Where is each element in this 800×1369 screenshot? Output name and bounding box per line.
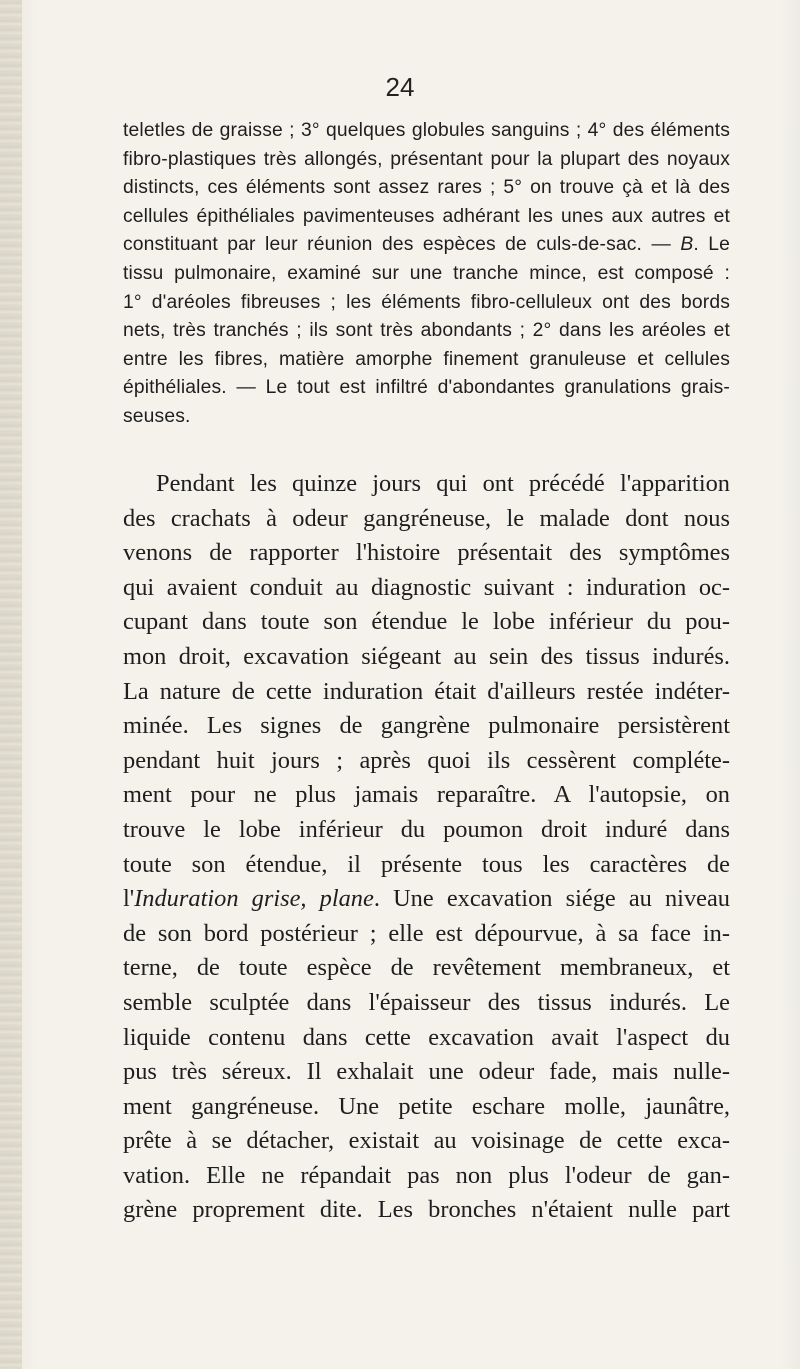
text-line — [123, 374, 730, 403]
text-line — [123, 1090, 730, 1125]
text-segment: tissu pulmonaire, examiné sur une tranche mince, est composé : — [123, 262, 730, 284]
text-segment: fibro-plastiques très allongés, présentant pour la plupart des noyaux — [123, 148, 730, 170]
text-line — [123, 848, 730, 883]
text-line — [123, 744, 730, 779]
text-line — [123, 813, 730, 848]
text-segment: constituant par leur réunion des espèces de culs-de-sac. — — [123, 234, 681, 256]
text-line — [123, 260, 730, 289]
text-line — [123, 882, 730, 917]
text-segment: cupant dans toute son étendue le lobe inférieur du pou- — [123, 608, 730, 636]
text-segment: ment gangréneuse. Une petite eschare molle, jaunâtre, — [123, 1092, 730, 1120]
text-line — [123, 605, 730, 640]
text-line — [123, 467, 730, 502]
text-line — [123, 346, 730, 375]
text-line — [123, 174, 730, 203]
text-segment: prête à se détacher, existait au voisinage de cette exca- — [123, 1127, 730, 1155]
text-line — [123, 1159, 730, 1194]
text-line — [123, 317, 730, 346]
text-segment: grène proprement dite. Les bronches n'étaient nulle part — [123, 1196, 730, 1224]
text-segment: qui avaient conduit au diagnostic suivant : induration oc- — [123, 573, 730, 601]
text-segment: Pendant les quinze jours qui ont précédé l'apparition — [156, 470, 730, 497]
text-line — [123, 1193, 730, 1228]
text-line — [123, 640, 730, 675]
page-gutter — [0, 0, 22, 1369]
text-segment: pus très séreux. Il exhalait une odeur fade, mais nulle- — [123, 1058, 730, 1086]
page-number: 24 — [385, 72, 415, 102]
text-line — [123, 203, 730, 232]
text-segment: mon droit, excavation siégeant au sein des tissus indurés. — [123, 642, 730, 670]
text-segment: ment pour ne plus jamais reparaître. A l'autopsie, on — [123, 781, 730, 809]
italic-text: B — [680, 234, 694, 256]
text-segment: de son bord postérieur ; elle est dépourvue, à sa face in- — [123, 919, 730, 947]
text-segment: trouve le lobe inférieur du poumon droit induré dans — [123, 815, 730, 843]
text-segment: entre les fibres, matière amorphe finement granuleuse et cellules — [123, 348, 730, 370]
text-line — [123, 231, 730, 260]
text-line — [123, 986, 730, 1021]
text-segment: nets, très tranchés ; ils sont très abondants ; 2° dans les aréoles et — [123, 320, 730, 342]
text-segment: toute son étendue, il présente tous les caractères de — [123, 850, 730, 878]
text-segment: l' — [123, 885, 135, 913]
text-line — [123, 675, 730, 710]
text-line — [123, 1124, 730, 1159]
text-segment: liquide contenu dans cette excavation avait l'aspect du — [123, 1023, 730, 1051]
text-line — [123, 951, 730, 986]
text-segment: terne, de toute espèce de revêtement membraneux, et — [123, 954, 730, 982]
text-line — [123, 117, 730, 146]
text-segment: . Le — [693, 234, 730, 256]
text-line — [123, 502, 730, 537]
text-line — [123, 778, 730, 813]
text-line — [123, 1055, 730, 1090]
text-line — [123, 709, 730, 744]
text-line — [123, 403, 730, 432]
text-line — [123, 536, 730, 571]
text-segment: seuses. — [123, 405, 191, 427]
paragraph-clinical-history — [123, 467, 730, 1228]
text-line — [123, 289, 730, 318]
text-segment: épithéliales. — Le tout est infiltré d'abondantes granulations grais- — [123, 377, 730, 399]
text-segment: distincts, ces éléments sont assez rares ; 5° on trouve çà et là des — [123, 177, 730, 199]
text-segment: pendant huit jours ; après quoi ils cessèrent compléte- — [123, 746, 730, 774]
text-segment: . Une excavation siége au niveau — [373, 885, 730, 913]
text-segment: 1° d'aréoles fibreuses ; les éléments fibro-celluleux ont des bords — [123, 291, 730, 313]
text-segment: des crachats à odeur gangréneuse, le malade dont nous — [123, 504, 730, 532]
text-segment: La nature de cette induration était d'ailleurs restée indéter- — [123, 677, 730, 705]
text-line — [123, 917, 730, 952]
text-segment: venons de rapporter l'histoire présentait des symptômes — [123, 539, 730, 567]
text-line — [123, 1021, 730, 1056]
paragraph-findings — [123, 117, 730, 432]
text-segment: vation. Elle ne répandait pas non plus l'odeur de gan- — [123, 1161, 730, 1189]
text-segment: semble sculptée dans l'épaisseur des tissus indurés. Le — [123, 988, 730, 1016]
italic-text: Induration grise, plane — [134, 885, 374, 913]
text-line — [123, 571, 730, 606]
text-segment: cellules épithéliales pavimenteuses adhérant les unes aux autres et — [123, 205, 730, 227]
text-line — [123, 146, 730, 175]
text-segment: minée. Les signes de gangrène pulmonaire persistèrent — [123, 712, 730, 740]
text-segment: teletles de graisse ; 3° quelques globules sanguins ; 4° des éléments — [123, 120, 730, 141]
